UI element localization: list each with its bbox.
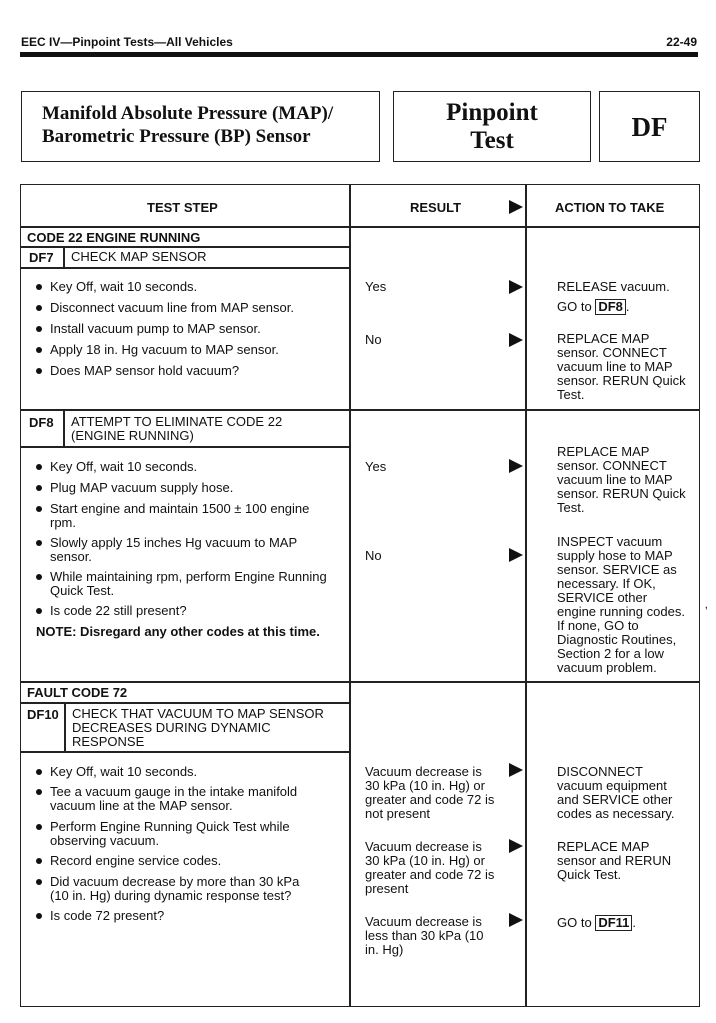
action-line: vacuum equipment [557,778,667,793]
bullet-icon [36,769,42,775]
bullet-icon [36,305,42,311]
action-line: vacuum problem. [557,660,657,675]
bullet-icon [36,824,42,830]
step-instruction [50,570,327,598]
section-title-code-22: CODE 22 ENGINE RUNNING [27,230,201,245]
step-instruction [50,536,297,564]
test-code-box: DF [599,91,700,162]
instruction-line: While maintaining rpm, perform Engine Running [50,569,327,584]
action-line: REPLACE MAP [557,444,650,459]
step-instruction: Install vacuum pump to MAP sensor. [50,321,261,336]
result-arrow-icon [509,913,523,927]
bullet-icon [36,347,42,353]
action-line: vacuum line to MAP [557,359,673,374]
header-rule [20,52,698,57]
column-header-action: ACTION TO TAKE [555,200,665,215]
instruction-line: Perform Engine Running Quick Test while [50,819,290,834]
step-id-divider [64,702,66,752]
step-heading-line: ATTEMPT TO ELIMINATE CODE 22 [71,414,283,429]
step-instruction: Plug MAP vacuum supply hose. [50,480,234,495]
bullet-icon [36,608,42,614]
step-instruction: Is code 72 present? [50,908,165,923]
result-line: 30 kPa (10 in. Hg) or [365,853,485,868]
result-line: greater and code 72 is [365,792,495,807]
result-yes: Yes [365,459,387,474]
section-row-divider [20,409,700,411]
step-instruction: Does MAP sensor hold vacuum? [50,363,240,378]
pinpoint-test-box [393,91,591,162]
action-line: Section 2 for a low [557,646,664,661]
bullet-icon [36,789,42,795]
action-goto [557,915,636,931]
result-line: Vacuum decrease is [365,839,482,854]
action-line: Test. [557,500,585,515]
test-title-line1: Manifold Absolute Pressure (MAP)/ [42,103,334,124]
action-line: sensor. SERVICE as [557,562,677,577]
goto-ref-df8[interactable]: DF8 [595,299,626,315]
action-text: RELEASE vacuum. [557,279,670,294]
header-arrow-icon [509,200,523,214]
action-line: codes as necessary. [557,806,675,821]
step-instruction: Record engine service codes. [50,853,222,868]
step-heading-line: (ENGINE RUNNING) [71,428,194,443]
bullet-icon [36,464,42,470]
step-heading-df8 [71,415,282,443]
action-text-block [557,840,671,882]
result-line: less than 30 kPa (10 [365,928,484,943]
step-heading-df7: CHECK MAP SENSOR [71,249,207,264]
instruction-line: vacuum line at the MAP sensor. [50,798,233,813]
page-header-title: EEC IV—Pinpoint Tests—All Vehicles [21,35,233,49]
result-condition [365,915,484,957]
action-goto [557,299,630,315]
step-instruction [50,502,309,530]
step-instruction: Disconnect vacuum line from MAP sensor. [50,300,294,315]
step-heading-line: CHECK THAT VACUUM TO MAP SENSOR [72,706,324,721]
action-text-block [557,332,686,402]
action-line: INSPECT vacuum [557,534,663,549]
action-line: REPLACE MAP [557,839,650,854]
action-line: and SERVICE other [557,792,673,807]
section-title-fault-code-72: FAULT CODE 72 [27,685,128,700]
step-heading-df10 [72,707,324,749]
margin-mark: , [704,597,708,611]
section-row-divider [20,681,700,683]
column-divider-step [349,184,351,1007]
result-condition [365,765,494,821]
instruction-line: Tee a vacuum gauge in the intake manifold [50,784,298,799]
step-note: NOTE: Disregard any other codes at this time. [36,624,320,639]
bullet-icon [36,368,42,374]
instruction-line: rpm. [50,515,76,530]
result-line: Vacuum decrease is [365,914,482,929]
step-instruction: Apply 18 in. Hg vacuum to MAP sensor. [50,342,279,357]
action-text-block [557,445,686,515]
test-title-box [21,91,380,162]
goto-label: GO to [557,299,592,314]
column-divider-result [525,184,527,1007]
instruction-line: Slowly apply 15 inches Hg vacuum to MAP [50,535,298,550]
bullet-icon [36,485,42,491]
pinpoint-label-line2: Test [470,127,514,154]
instruction-line: Quick Test. [50,583,115,598]
action-line: SERVICE other [557,590,648,605]
result-line: greater and code 72 is [365,867,495,882]
instruction-line: (10 in. Hg) during dynamic response test? [50,888,292,903]
bullet-icon [36,326,42,332]
result-no: No [365,332,382,347]
result-line: 30 kPa (10 in. Hg) or [365,778,485,793]
result-line: Vacuum decrease is [365,764,482,779]
step-heading-divider [20,751,350,753]
action-line: supply hose to MAP [557,548,673,563]
action-line: Diagnostic Routines, [557,632,677,647]
action-line: sensor. RERUN Quick [557,373,686,388]
instruction-line: observing vacuum. [50,833,160,848]
bullet-icon [36,879,42,885]
instruction-line: Start engine and maintain 1500 ± 100 engine [50,501,310,516]
result-line: not present [365,806,431,821]
result-arrow-icon [509,280,523,294]
action-line: sensor and RERUN [557,853,672,868]
step-id-df10: DF10 [27,707,59,722]
result-arrow-icon [509,459,523,473]
action-text-block [557,535,685,675]
step-instruction [50,875,299,903]
header-row-divider [20,226,700,228]
column-header-test-step: TEST STEP [147,200,218,215]
step-instruction: Key Off, wait 10 seconds. [50,764,198,779]
action-line: necessary. If OK, [557,576,656,591]
page-number: 22-49 [666,35,697,49]
step-instruction: Key Off, wait 10 seconds. [50,279,198,294]
test-title-line2: Barometric Pressure (BP) Sensor [42,126,311,147]
bullet-icon [36,540,42,546]
action-line: DISCONNECT [557,764,643,779]
section-divider [20,702,350,704]
goto-label: GO to [557,915,592,930]
step-heading-divider [20,446,350,448]
action-line: sensor. RERUN Quick [557,486,686,501]
result-condition [365,840,494,896]
action-line: If none, GO to [557,618,639,633]
goto-period: . [625,299,630,314]
result-no: No [365,548,382,563]
bullet-icon [36,506,42,512]
action-line: Test. [557,387,585,402]
result-yes: Yes [365,279,387,294]
step-heading-line: RESPONSE [72,734,145,749]
action-line: Quick Test. [557,867,622,882]
result-line: in. Hg) [365,942,404,957]
bullet-icon [36,858,42,864]
result-arrow-icon [509,333,523,347]
result-arrow-icon [509,763,523,777]
pinpoint-label-line1: Pinpoint [446,99,538,126]
bullet-icon [36,284,42,290]
result-arrow-icon [509,839,523,853]
step-instruction: Is code 22 still present? [50,603,187,618]
step-id-divider [63,246,65,268]
action-line: REPLACE MAP [557,331,650,346]
step-heading-line: DECREASES DURING DYNAMIC [72,720,271,735]
result-line: present [365,881,409,896]
step-instruction [50,820,290,848]
step-instruction: Key Off, wait 10 seconds. [50,459,198,474]
instruction-line: Did vacuum decrease by more than 30 kPa [50,874,300,889]
step-heading-divider [20,267,350,269]
action-line: vacuum line to MAP [557,472,673,487]
bullet-icon [36,913,42,919]
instruction-line: sensor. [50,549,92,564]
section-divider [20,246,350,248]
step-id-df7: DF7 [29,250,54,265]
goto-ref-df11[interactable]: DF11 [595,915,632,931]
action-line: sensor. CONNECT [557,458,667,473]
column-header-result: RESULT [410,200,462,215]
step-instruction [50,785,297,813]
result-arrow-icon [509,548,523,562]
action-line: sensor. CONNECT [557,345,667,360]
bullet-icon [36,574,42,580]
action-text-block [557,765,675,821]
step-id-divider [63,409,65,447]
action-line: engine running codes. [557,604,685,619]
goto-period: . [632,915,637,930]
step-id-df8: DF8 [29,415,54,430]
